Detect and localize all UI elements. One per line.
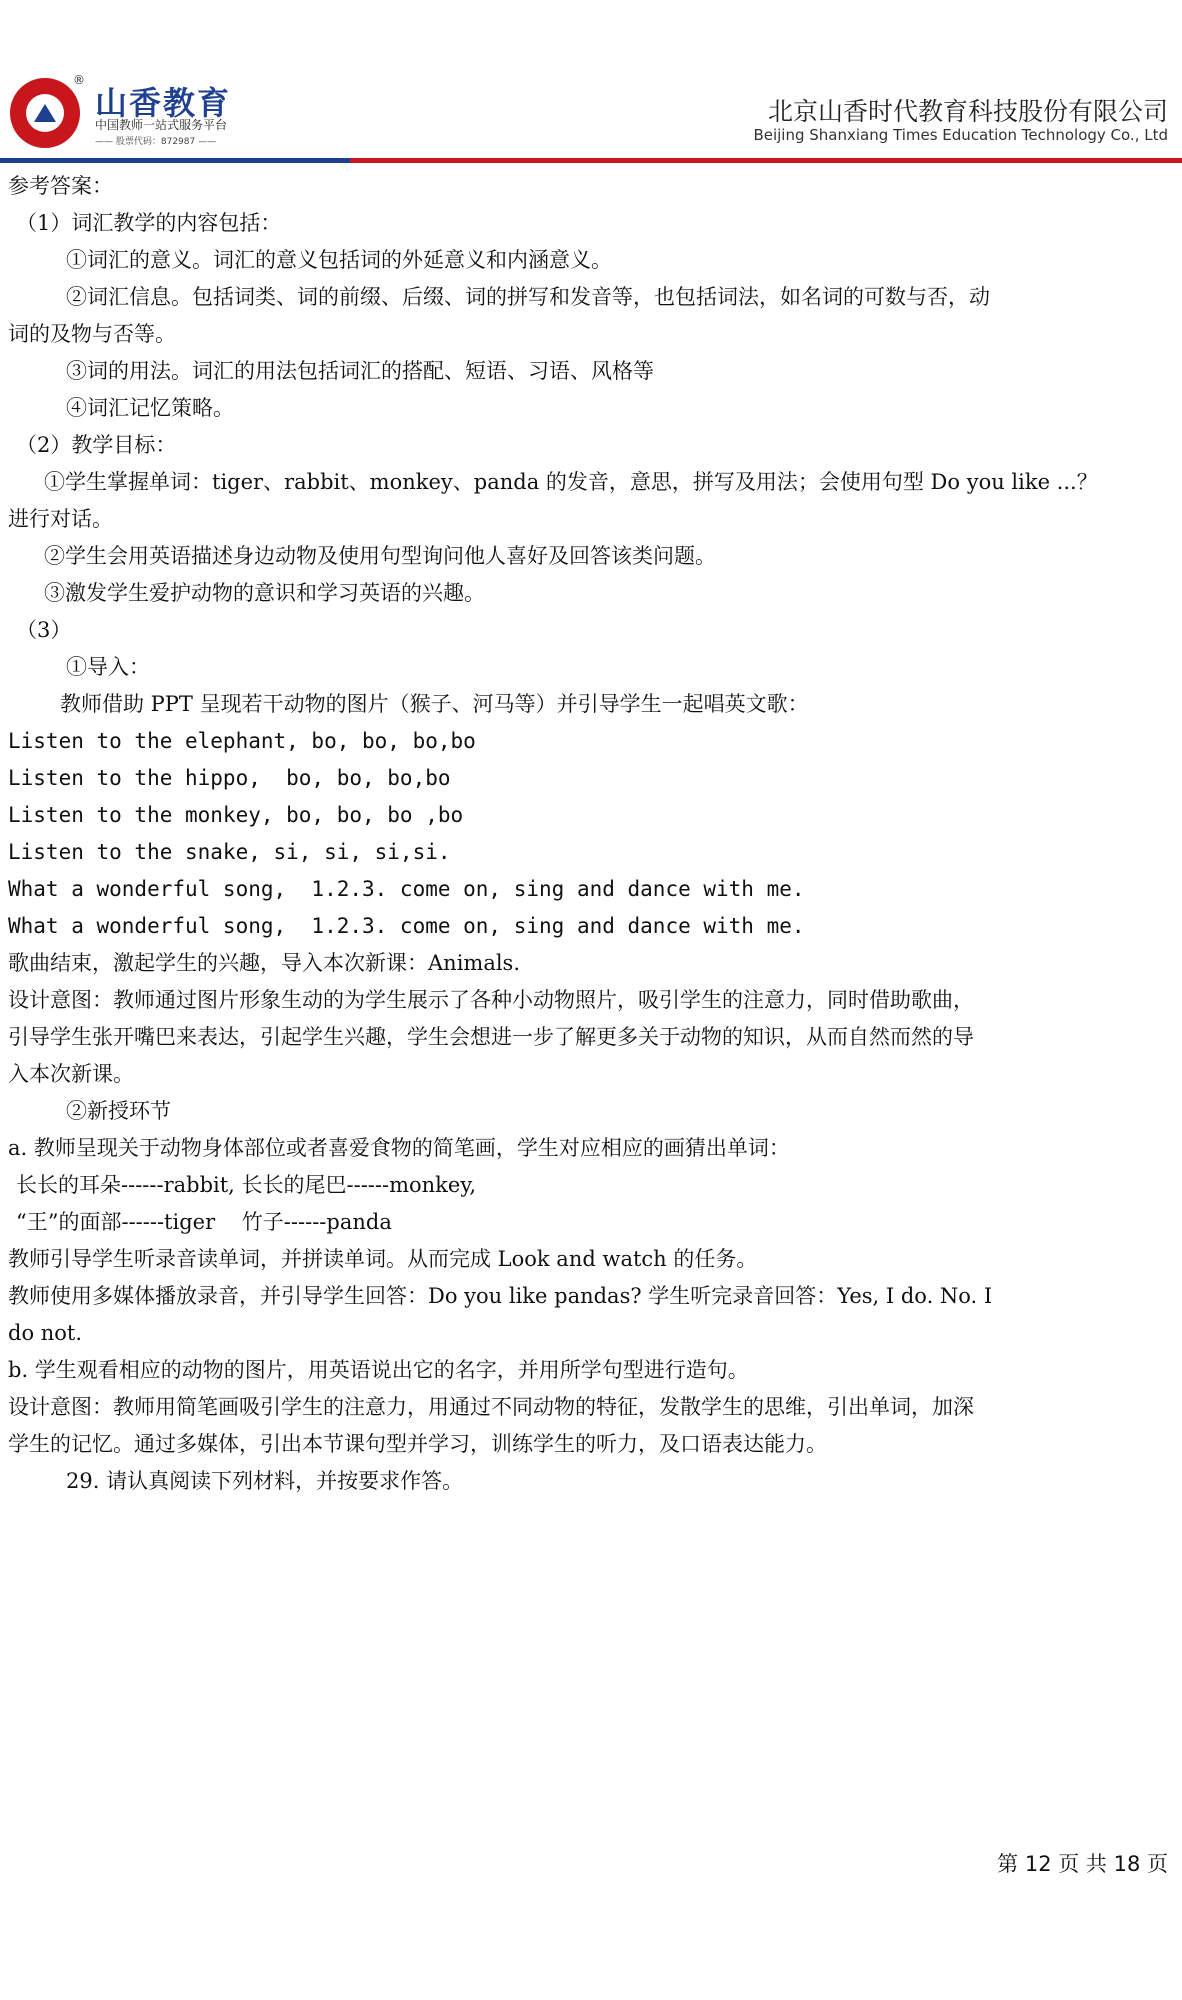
word-pairs-2: “王”的面部------tiger 竹子------panda <box>16 1210 392 1234</box>
company-name-cn: 北京山香时代教育科技股份有限公司 <box>767 97 1168 126</box>
design-intent-2-cont: 学生的记忆。通过多媒体，引出本节课句型并学习，训练学生的听力，及口语表达能力。 <box>8 1432 827 1456</box>
header-rule-blue <box>0 158 350 163</box>
activity-a-multimedia: 教师使用多媒体播放录音，并引导学生回答：Do you like pandas? 学生听完录音回答：Yes, I do. No. I <box>8 1284 993 1308</box>
goal-item-1: ①学生掌握单词：tiger、rabbit、monkey、panda 的发音，意思，拼写及用法；会使用句型 Do you like ...？ <box>44 470 1098 494</box>
page-header <box>0 0 1182 170</box>
goal-item-2: ②学生会用英语描述身边动物及使用句型询问他人喜好及回答该类问题。 <box>44 544 716 568</box>
vocab-item-4: ④词汇记忆策略。 <box>66 396 234 420</box>
logo-mountain-icon <box>34 104 56 122</box>
word-pairs-1: 长长的耳朵------rabbit, 长长的尾巴------monkey, <box>16 1173 477 1197</box>
section-2-heading: （2）教学目标： <box>16 433 177 457</box>
document-body <box>8 168 1174 1500</box>
activity-a: a. 教师呈现关于动物身体部位或者喜爱食物的简笔画，学生对应相应的画猜出单词： <box>8 1136 790 1160</box>
goal-item-3: ③激发学生爱护动物的意识和学习英语的兴趣。 <box>44 581 485 605</box>
vocab-item-1: ①词汇的意义。词汇的意义包括词的外延意义和内涵意义。 <box>66 248 612 272</box>
brand-name: 山香教育 <box>95 84 232 122</box>
design-intent-1: 设计意图：教师通过图片形象生动的为学生展示了各种小动物照片，吸引学生的注意力，同时借助歌曲， <box>8 988 974 1012</box>
registered-mark: ® <box>73 73 85 87</box>
activity-a-listen: 教师引导学生听录音读单词，并拼读单词。从而完成 Look and watch 的任务。 <box>8 1247 758 1271</box>
vocab-item-2-cont: 词的及物与否等。 <box>8 322 176 346</box>
song-line: What a wonderful song, 1.2.3. come on, sing and dance with me. <box>8 914 805 938</box>
design-intent-1-cont: 入本次新课。 <box>8 1062 134 1086</box>
step-lead-in-heading: ①导入： <box>66 655 150 679</box>
brand-tagline: 中国教师一站式服务平台 <box>95 118 228 132</box>
company-name-en: Beijing Shanxiang Times Education Technology Co., Ltd <box>753 126 1168 144</box>
song-line: Listen to the elephant, bo, bo, bo,bo <box>8 729 476 753</box>
activity-b: b. 学生观看相应的动物的图片，用英语说出它的名字，并用所学句型进行造句。 <box>8 1358 749 1382</box>
song-line: Listen to the snake, si, si, si,si. <box>8 840 451 864</box>
page-number: 第 12 页 共 18 页 <box>997 1852 1168 1876</box>
lead-in-text: 教师借助 PPT 呈现若干动物的图片（猴子、河马等）并引导学生一起唱英文歌： <box>60 692 809 716</box>
step-new-content-heading: ②新授环节 <box>66 1099 171 1123</box>
section-3-heading: （3） <box>16 618 72 642</box>
design-intent-2: 设计意图：教师用简笔画吸引学生的注意力，用通过不同动物的特征，发散学生的思维，引出单词，加深 <box>8 1395 974 1419</box>
answer-heading: 参考答案： <box>8 174 113 198</box>
vocab-item-2: ②词汇信息。包括词类、词的前缀、后缀、词的拼写和发音等，也包括词法，如名词的可数与否，动 <box>66 285 990 309</box>
brand-logo-icon <box>10 78 80 148</box>
song-line: Listen to the hippo, bo, bo, bo,bo <box>8 766 451 790</box>
brand-stock-code: —— 股票代码：872987 —— <box>95 137 217 147</box>
song-conclusion: 歌曲结束，激起学生的兴趣，导入本次新课：Animals. <box>8 951 521 975</box>
question-29: 29. 请认真阅读下列材料，并按要求作答。 <box>66 1469 464 1493</box>
activity-a-multimedia-cont: do not. <box>8 1321 83 1345</box>
song-line: What a wonderful song, 1.2.3. come on, sing and dance with me. <box>8 877 805 901</box>
section-1-heading: （1）词汇教学的内容包括： <box>16 211 282 235</box>
goal-item-1-cont: 进行对话。 <box>8 507 113 531</box>
vocab-item-3: ③词的用法。词汇的用法包括词汇的搭配、短语、习语、风格等 <box>66 359 654 383</box>
design-intent-1-cont: 引导学生张开嘴巴来表达，引起学生兴趣，学生会想进一步了解更多关于动物的知识，从而自然而然的导 <box>8 1025 974 1049</box>
song-line: Listen to the monkey, bo, bo, bo ,bo <box>8 803 464 827</box>
